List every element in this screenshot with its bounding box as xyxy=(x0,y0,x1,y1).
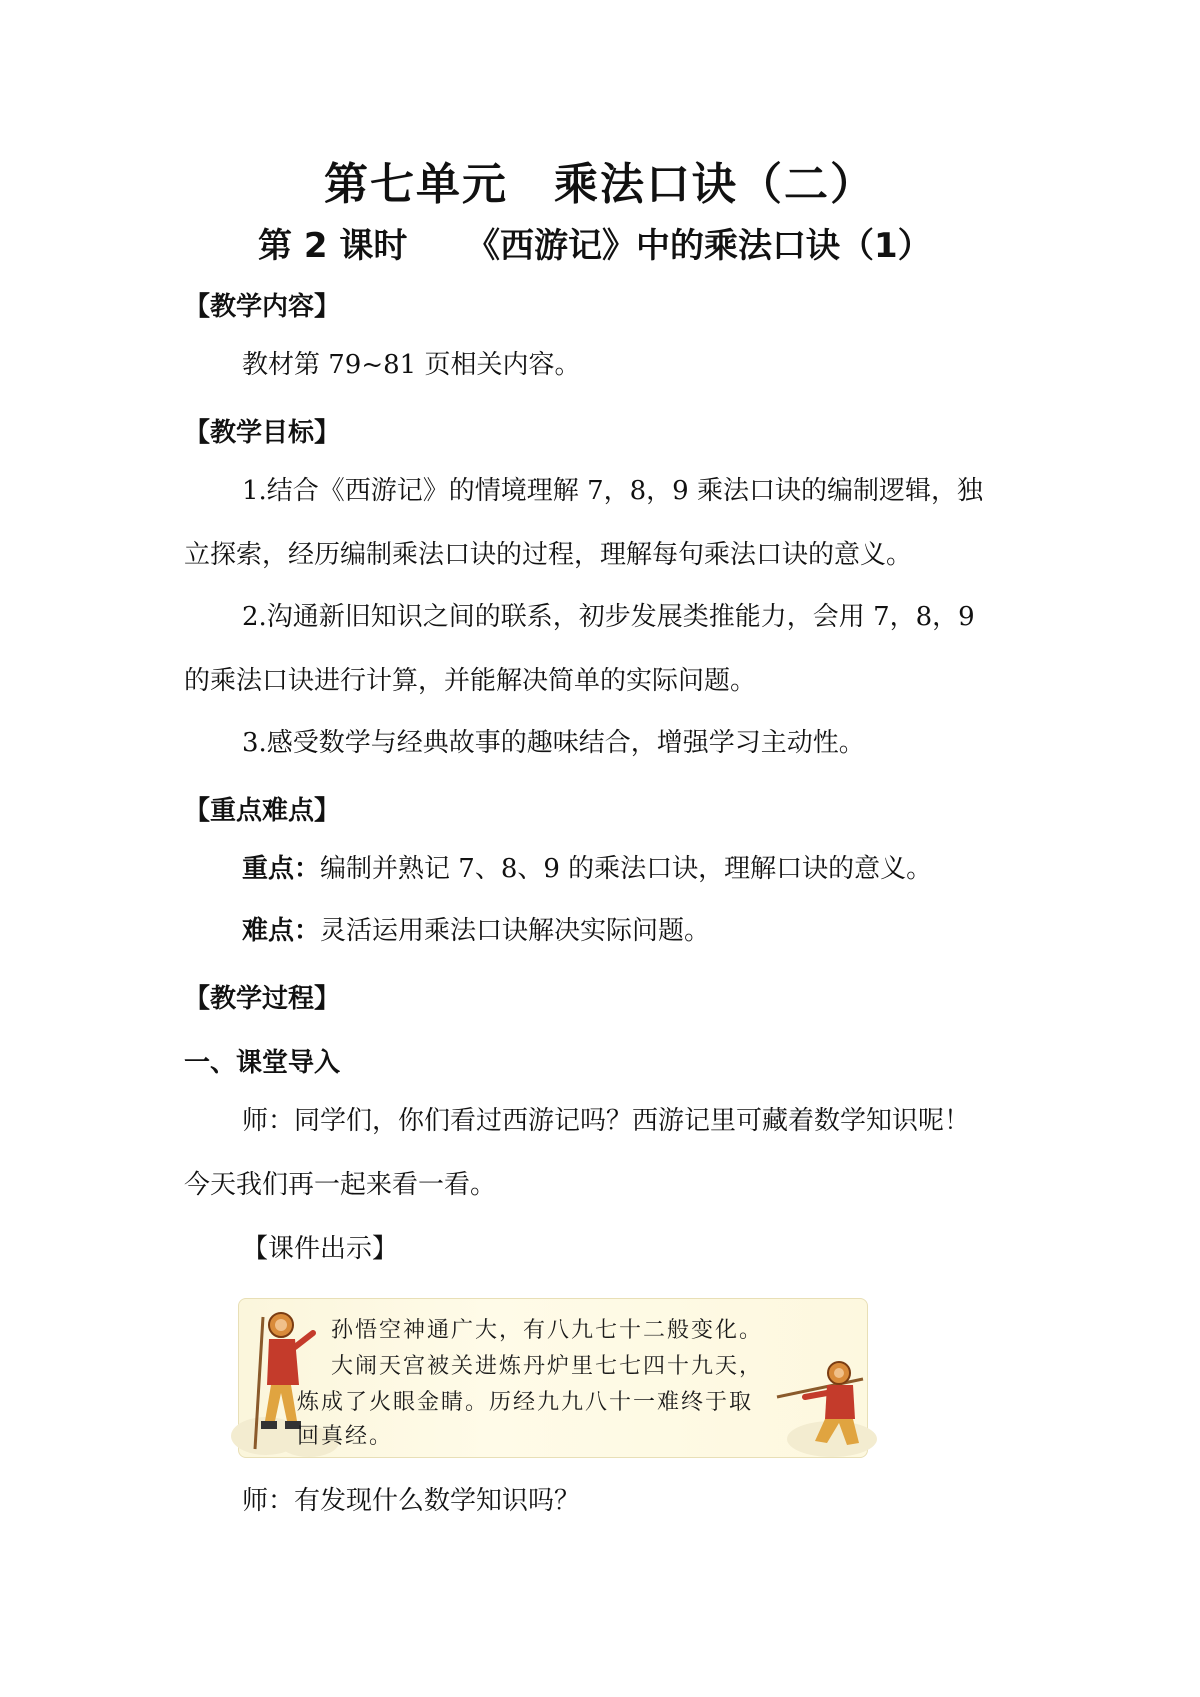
unit-title: 第七单元 乘法口诀（二） xyxy=(324,159,876,210)
difficulty-point xyxy=(242,914,710,948)
teacher-line-2: 今天我们再一起来看一看。 xyxy=(184,1170,497,1200)
content-text: 教材第 79~81 页相关内容。 xyxy=(242,350,581,380)
story-panel xyxy=(238,1298,868,1458)
section-heading-content: 【教学内容】 xyxy=(184,292,341,322)
goal-2-line-1: 2.沟通新旧知识之间的联系，初步发展类推能力，会用 7，8，9 xyxy=(242,602,975,632)
key-point-text: 编制并熟记 7、8、9 的乘法口诀，理解口诀的意义。 xyxy=(320,854,933,884)
goal-1-line-1: 1.结合《西游记》的情境理解 7，8，9 乘法口诀的编制逻辑，独 xyxy=(242,476,983,506)
difficulty-label: 难点： xyxy=(242,916,321,946)
difficulty-text: 灵活运用乘法口诀解决实际问题。 xyxy=(320,916,711,946)
teacher-question: 师：有发现什么数学知识吗？ xyxy=(242,1486,581,1516)
intro-heading: 一、课堂导入 xyxy=(184,1048,341,1078)
key-point xyxy=(242,852,932,886)
lesson-name: 《西游记》中的乘法口诀（1） xyxy=(466,226,932,266)
goal-3: 3.感受数学与经典故事的趣味结合，增强学习主动性。 xyxy=(242,728,865,758)
lesson-number: 第 2 课时 xyxy=(258,226,408,266)
goal-1-line-2: 立探索，经历编制乘法口诀的过程，理解每句乘法口诀的意义。 xyxy=(184,540,913,570)
section-heading-process: 【教学过程】 xyxy=(184,984,341,1014)
key-point-label: 重点： xyxy=(242,854,321,884)
goal-2-line-2: 的乘法口诀进行计算，并能解决简单的实际问题。 xyxy=(184,666,757,696)
courseware-label: 【课件出示】 xyxy=(242,1234,399,1264)
story-line-2: 大闹天宫被关进炼丹炉里七七四十九天， xyxy=(331,1354,764,1379)
story-line-3: 炼成了火眼金睛。历经九九八十一难终于取 xyxy=(297,1390,754,1415)
section-heading-key-points: 【重点难点】 xyxy=(184,796,341,826)
monkey-king-illustration-right xyxy=(775,1357,865,1453)
teacher-line-1: 师：同学们，你们看过西游记吗？西游记里可藏着数学知识呢！ xyxy=(242,1106,971,1136)
story-line-4: 回真经。 xyxy=(297,1424,394,1449)
section-heading-goals: 【教学目标】 xyxy=(184,418,341,448)
story-line-1: 孙悟空神通广大，有八九七十二般变化。 xyxy=(331,1318,764,1343)
